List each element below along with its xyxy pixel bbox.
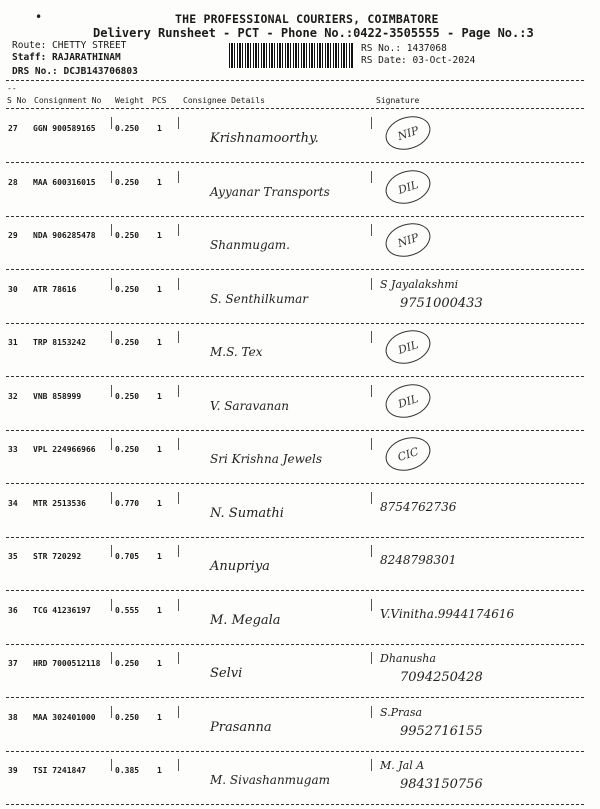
signature-phone: 9952716155: [400, 724, 483, 739]
row-sno: 37: [8, 659, 18, 668]
delivery-stamp: DIL: [381, 325, 435, 370]
row-pcs: 1: [157, 766, 162, 775]
row-weight: 0.555: [115, 606, 140, 615]
row-weight: 0.250: [115, 231, 140, 240]
row-pcs: 1: [157, 713, 162, 722]
row-divider: [6, 430, 584, 431]
table-row: [0, 274, 600, 328]
row-pcs: 1: [157, 338, 162, 347]
delivery-stamp: CIC: [381, 432, 435, 477]
consignee-name: Sri Krishna Jewels: [210, 452, 323, 466]
row-sno: 35: [8, 552, 18, 561]
row-consignment-no: TCG 41236197: [33, 606, 91, 615]
row-divider: [6, 804, 584, 805]
row-weight: 0.770: [115, 499, 140, 508]
row-pcs: 1: [157, 499, 162, 508]
signature-text: 8754762736: [380, 500, 457, 514]
col-consignee: Consignee Details: [183, 96, 265, 105]
runsheet-header: [0, 0, 600, 90]
row-consignment-no: STR 720292: [33, 552, 82, 561]
row-sno: 31: [8, 338, 18, 347]
col-sno: S No: [7, 96, 27, 105]
column-separator: [178, 492, 179, 504]
row-sno: 39: [8, 766, 18, 775]
column-separator: [371, 492, 372, 504]
column-separator: [371, 438, 372, 450]
row-consignment-no: GGN 900589165: [33, 124, 96, 133]
row-consignment-no: MAA 600316015: [33, 178, 96, 187]
column-separator: [178, 759, 179, 771]
row-consignment-no: VPL 224966966: [33, 445, 96, 454]
signature-text: V.Vinitha.9944174616: [380, 607, 515, 621]
column-separator: [371, 278, 372, 290]
signature-text: 8248798301: [380, 553, 457, 567]
consignee-name: Anupriya: [210, 559, 270, 574]
column-separator: [111, 545, 112, 557]
consignee-name: M. Sivashanmugam: [210, 773, 330, 787]
column-separator: [111, 278, 112, 290]
table-row: [0, 434, 600, 488]
row-divider: [6, 537, 584, 538]
column-separator: [111, 331, 112, 343]
signature-text: S Jayalakshmi: [380, 278, 459, 291]
corner-mark: •: [35, 10, 43, 24]
signature-phone: 7094250428: [400, 670, 483, 685]
table-row: [0, 381, 600, 435]
table-row: [0, 702, 600, 756]
row-weight: 0.250: [115, 338, 140, 347]
col-weight: Weight: [115, 96, 144, 105]
rs-number: RS No.: 1437068: [361, 43, 447, 54]
company-title: THE PROFESSIONAL COURIERS, COIMBATORE: [175, 12, 439, 26]
row-consignment-no: TRP 8153242: [33, 338, 86, 347]
consignee-name: Selvi: [210, 666, 243, 681]
consignee-name: Prasanna: [210, 720, 272, 735]
row-pcs: 1: [157, 445, 162, 454]
row-consignment-no: TSI 7241847: [33, 766, 86, 775]
signature-text: Dhanusha: [380, 652, 436, 665]
column-separator: [111, 706, 112, 718]
signature-text: S.Prasa: [380, 706, 423, 719]
column-separator: [178, 545, 179, 557]
row-consignment-no: VNB 858999: [33, 392, 82, 401]
row-weight: 0.705: [115, 552, 140, 561]
consignee-name: M. Megala: [210, 613, 281, 628]
table-row: [0, 113, 600, 167]
row-weight: 0.250: [115, 178, 140, 187]
row-pcs: 1: [157, 659, 162, 668]
delivery-stamp: DIL: [381, 379, 435, 424]
column-separator: [111, 224, 112, 236]
row-divider: [6, 483, 584, 484]
column-separator: [371, 706, 372, 718]
row-weight: 0.385: [115, 766, 140, 775]
row-consignment-no: MAA 302401000: [33, 713, 96, 722]
row-divider: [6, 590, 584, 591]
delivery-stamp: NIP: [381, 111, 435, 156]
table-row: [0, 648, 600, 702]
row-pcs: 1: [157, 231, 162, 240]
runsheet-title: Delivery Runsheet - PCT - Phone No.:0422-3505555 - Page No.:3: [93, 26, 534, 40]
column-separator: [178, 171, 179, 183]
consignee-name: Krishnamoorthy.: [210, 131, 319, 146]
column-separator: [111, 599, 112, 611]
column-separator: [371, 117, 372, 129]
column-separator: [371, 224, 372, 236]
rs-date: RS Date: 03-Oct-2024: [361, 55, 476, 66]
column-separator: [111, 652, 112, 664]
header-divider: [6, 108, 584, 109]
row-weight: 0.250: [115, 392, 140, 401]
consignee-name: N. Sumathi: [210, 506, 284, 521]
column-separator: [111, 492, 112, 504]
column-separator: [371, 171, 372, 183]
column-separator: [178, 331, 179, 343]
column-separator: [178, 438, 179, 450]
row-weight: 0.250: [115, 124, 140, 133]
row-sno: 38: [8, 713, 18, 722]
drs-number: DRS No.: DCJB143706803: [12, 66, 138, 77]
table-row: [0, 595, 600, 649]
row-pcs: 1: [157, 124, 162, 133]
row-weight: 0.250: [115, 713, 140, 722]
column-separator: [178, 224, 179, 236]
row-pcs: 1: [157, 392, 162, 401]
column-separator: [111, 759, 112, 771]
table-row: [0, 488, 600, 542]
row-consignment-no: HRD 7000512118: [33, 659, 101, 668]
row-sno: 32: [8, 392, 18, 401]
signature-text: M. Jal A: [380, 759, 425, 772]
row-sno: 36: [8, 606, 18, 615]
column-separator: [371, 545, 372, 557]
row-consignment-no: NDA 906285478: [33, 231, 96, 240]
row-pcs: 1: [157, 606, 162, 615]
row-divider: [6, 162, 584, 163]
row-consignment-no: ATR 78616: [33, 285, 77, 294]
route-label: Route: CHETTY STREET: [12, 40, 127, 51]
row-divider: [6, 216, 584, 217]
col-signature: Signature: [376, 96, 420, 105]
row-sno: 27: [8, 124, 18, 133]
consignee-name: Shanmugam.: [210, 238, 290, 252]
column-separator: [371, 759, 372, 771]
row-divider: [6, 697, 584, 698]
delivery-stamp: DIL: [381, 165, 435, 210]
table-row: [0, 327, 600, 381]
staff-label: Staff: RAJARATHINAM: [12, 52, 121, 63]
divider: [6, 80, 584, 81]
column-separator: [178, 385, 179, 397]
column-separator: [178, 599, 179, 611]
col-pcs: PCS: [152, 96, 167, 105]
column-separator: [178, 278, 179, 290]
row-divider: [6, 751, 584, 752]
table-row: [0, 755, 600, 809]
row-pcs: 1: [157, 552, 162, 561]
signature-phone: 9843150756: [400, 777, 483, 792]
table-row: [0, 220, 600, 274]
row-sno: 29: [8, 231, 18, 240]
consignee-name: V. Saravanan: [210, 399, 290, 413]
top-mark: --: [7, 84, 17, 93]
delivery-stamp: NIP: [381, 218, 435, 263]
column-separator: [111, 117, 112, 129]
column-separator: [111, 438, 112, 450]
consignee-name: M.S. Tex: [210, 345, 263, 359]
column-separator: [178, 652, 179, 664]
row-pcs: 1: [157, 178, 162, 187]
row-divider: [6, 323, 584, 324]
row-weight: 0.250: [115, 285, 140, 294]
row-sno: 33: [8, 445, 18, 454]
row-sno: 28: [8, 178, 18, 187]
signature-phone: 9751000433: [400, 296, 483, 311]
row-sno: 30: [8, 285, 18, 294]
row-divider: [6, 269, 584, 270]
barcode: [229, 43, 354, 68]
row-weight: 0.250: [115, 659, 140, 668]
column-separator: [371, 385, 372, 397]
row-weight: 0.250: [115, 445, 140, 454]
column-separator: [371, 652, 372, 664]
table-row: [0, 167, 600, 221]
consignee-name: S. Senthilkumar: [210, 292, 308, 306]
row-consignment-no: MTR 2513536: [33, 499, 86, 508]
column-separator: [178, 117, 179, 129]
col-consignment: Consignment No: [34, 96, 102, 105]
table-row: [0, 541, 600, 595]
column-separator: [111, 385, 112, 397]
row-pcs: 1: [157, 285, 162, 294]
column-separator: [371, 599, 372, 611]
column-separator: [111, 171, 112, 183]
row-divider: [6, 376, 584, 377]
column-separator: [178, 706, 179, 718]
consignee-name: Ayyanar Transports: [210, 185, 330, 199]
column-separator: [371, 331, 372, 343]
row-divider: [6, 644, 584, 645]
row-sno: 34: [8, 499, 18, 508]
